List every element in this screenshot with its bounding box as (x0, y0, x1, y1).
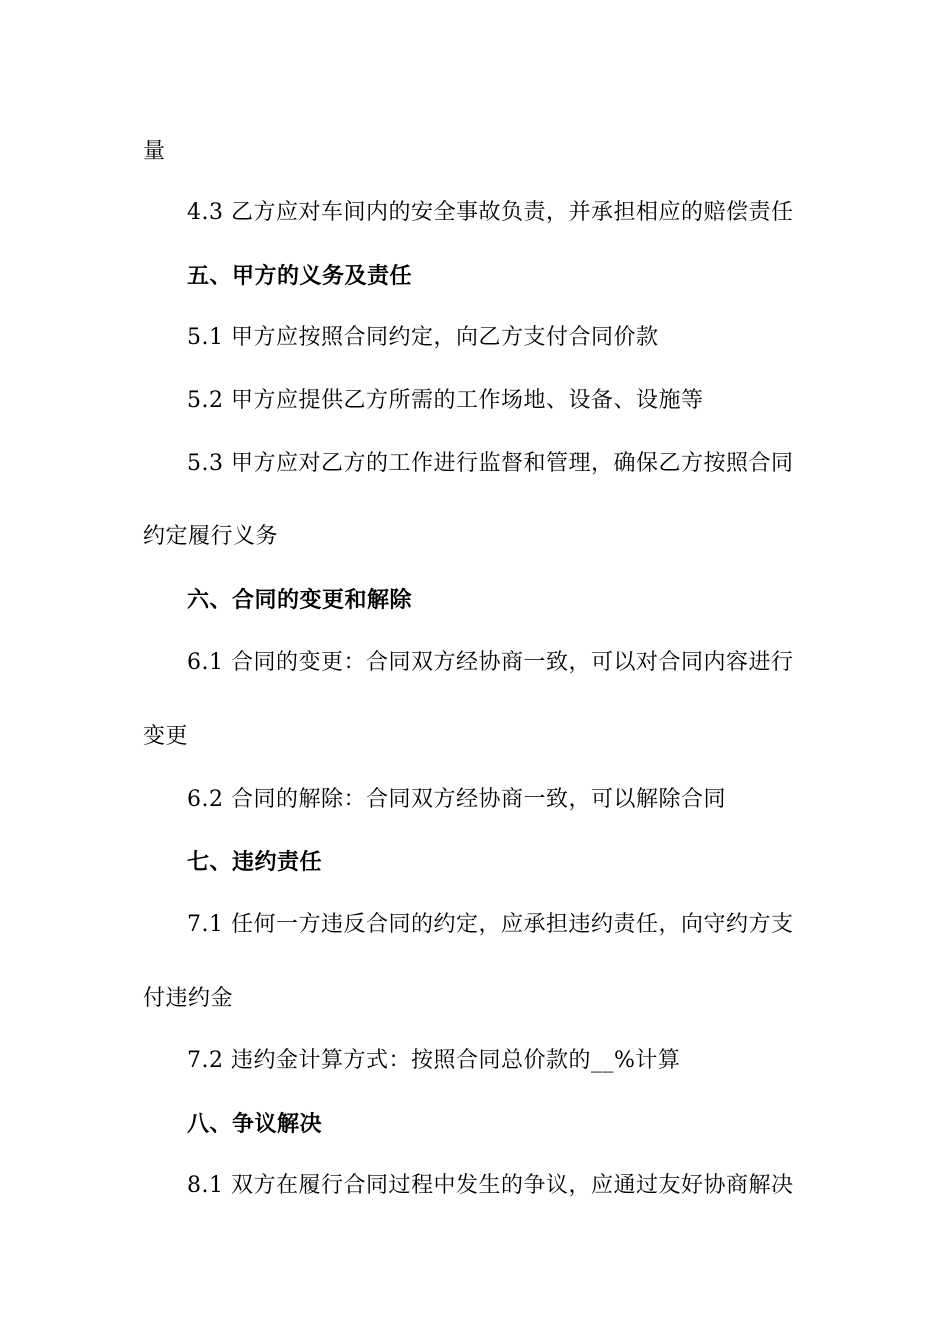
section-heading-8: 八、争议解决 (187, 1111, 323, 1137)
section-heading-5: 五、甲方的义务及责任 (187, 263, 413, 289)
continuation-line: 付违约金 (143, 986, 234, 1011)
continuation-line: 约定履行义务 (143, 524, 279, 549)
section-heading-7: 七、违约责任 (187, 849, 323, 875)
section-heading-6: 六、合同的变更和解除 (187, 587, 413, 613)
clause-6-2: 6.2 合同的解除：合同双方经协商一致，可以解除合同 (187, 787, 726, 812)
clause-4-3: 4.3 乙方应对车间内的安全事故负责，并承担相应的赔偿责任 (187, 200, 794, 225)
clause-7-1: 7.1 任何一方违反合同的约定，应承担违约责任，向守约方支 (187, 912, 794, 937)
continuation-line: 量 (143, 139, 166, 164)
clause-7-2: 7.2 违约金计算方式：按照合同总价款的__%计算 (187, 1048, 681, 1073)
clause-5-2: 5.2 甲方应提供乙方所需的工作场地、设备、设施等 (187, 388, 704, 413)
clause-5-1: 5.1 甲方应按照合同约定，向乙方支付合同价款 (187, 325, 659, 350)
clause-6-1: 6.1 合同的变更：合同双方经协商一致，可以对合同内容进行 (187, 650, 794, 675)
continuation-line: 变更 (143, 724, 189, 749)
clause-5-3: 5.3 甲方应对乙方的工作进行监督和管理，确保乙方按照合同 (187, 451, 794, 476)
clause-8-1: 8.1 双方在履行合同过程中发生的争议，应通过友好协商解决 (187, 1173, 794, 1198)
